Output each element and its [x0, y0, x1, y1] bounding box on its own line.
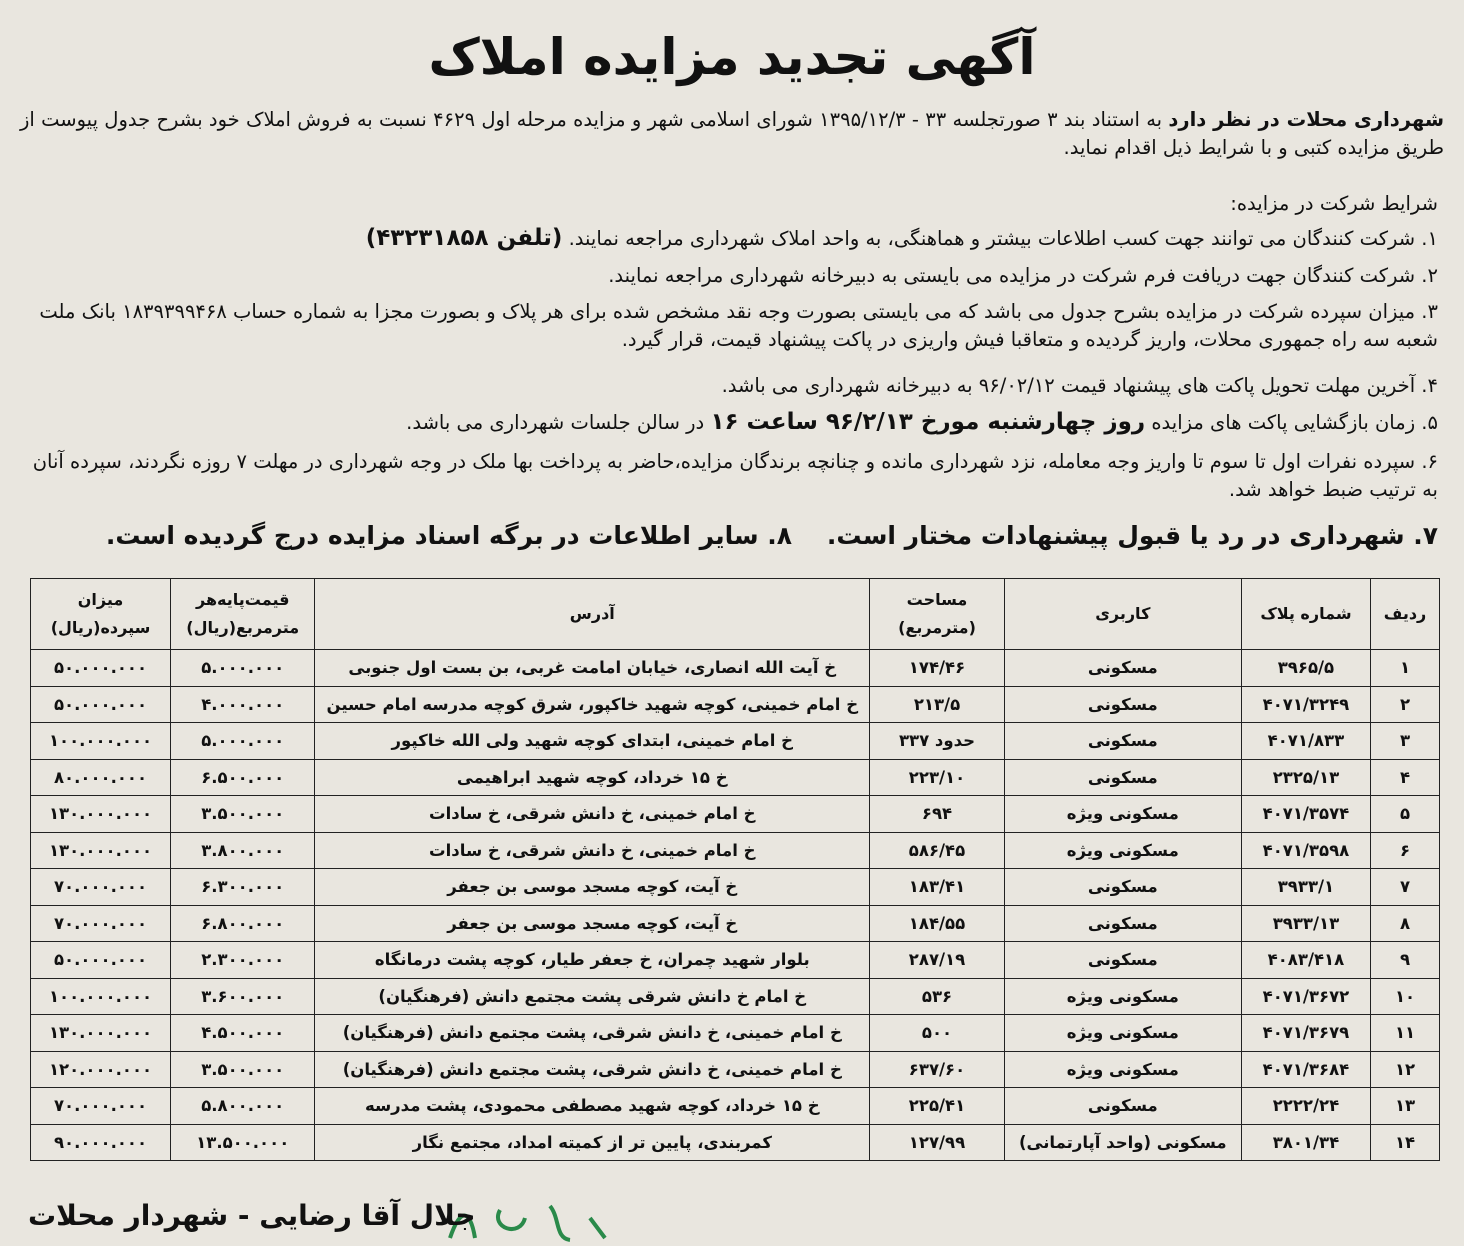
area-cell: ۱۸۳/۴۱: [870, 869, 1005, 906]
header-plate: شماره پلاک: [1241, 579, 1370, 650]
deposit-cell: ۵۰.۰۰۰.۰۰۰: [31, 686, 171, 723]
deposit-cell: ۱۰۰.۰۰۰.۰۰۰: [31, 978, 171, 1015]
header-deposit-line1: میزان: [77, 590, 124, 609]
row-number-cell: ۵: [1371, 796, 1440, 833]
address-cell: خ ۱۵ خرداد، کوچه شهید ابراهیمی: [315, 759, 870, 796]
plate-cell: ۳۹۳۳/۱: [1241, 869, 1370, 906]
area-cell: ۶۳۷/۶۰: [870, 1051, 1005, 1088]
row-number-cell: ۹: [1371, 942, 1440, 979]
area-cell: ۶۹۴: [870, 796, 1005, 833]
properties-table: [30, 578, 1440, 1161]
area-cell: ۵۳۶: [870, 978, 1005, 1015]
plate-cell: ۲۲۲۲/۲۴: [1241, 1088, 1370, 1125]
intro-lead: شهرداری محلات در نظر دارد: [1168, 108, 1444, 131]
intro-paragraph: [20, 106, 1444, 162]
row-number-cell: ۱۱: [1371, 1015, 1440, 1052]
use-cell: مسکونی: [1004, 942, 1241, 979]
area-cell: ۱۸۴/۵۵: [870, 905, 1005, 942]
plate-cell: ۳۹۶۵/۵: [1241, 650, 1370, 687]
price-cell: ۶.۵۰۰.۰۰۰: [171, 759, 315, 796]
deposit-cell: ۸۰.۰۰۰.۰۰۰: [31, 759, 171, 796]
condition-1: [18, 224, 1438, 253]
use-cell: مسکونی ویژه: [1004, 1051, 1241, 1088]
use-cell: مسکونی ویژه: [1004, 832, 1241, 869]
use-cell: مسکونی: [1004, 1088, 1241, 1125]
address-cell: خ امام خ دانش شرقی پشت مجتمع دانش (فرهنگیان): [315, 978, 870, 1015]
plate-cell: ۴۰۷۱/۳۶۷۲: [1241, 978, 1370, 1015]
table-row: [31, 723, 1440, 760]
area-cell: ۵۸۶/۴۵: [870, 832, 1005, 869]
price-cell: ۴.۵۰۰.۰۰۰: [171, 1015, 315, 1052]
table-row: [31, 869, 1440, 906]
deposit-cell: ۱۲۰.۰۰۰.۰۰۰: [31, 1051, 171, 1088]
plate-cell: ۲۳۲۵/۱۳: [1241, 759, 1370, 796]
area-cell: ۲۲۳/۱۰: [870, 759, 1005, 796]
area-cell: ۲۱۳/۵: [870, 686, 1005, 723]
row-number-cell: ۲: [1371, 686, 1440, 723]
plate-cell: ۳۸۰۱/۳۴: [1241, 1124, 1370, 1161]
use-cell: مسکونی: [1004, 869, 1241, 906]
use-cell: مسکونی (واحد آپارتمانی): [1004, 1124, 1241, 1161]
price-cell: ۶.۸۰۰.۰۰۰: [171, 905, 315, 942]
area-cell: ۲۸۷/۱۹: [870, 942, 1005, 979]
address-cell: خ امام خمینی، خ دانش شرقی، خ سادات: [315, 796, 870, 833]
deposit-cell: ۱۳۰.۰۰۰.۰۰۰: [31, 796, 171, 833]
price-cell: ۳.۸۰۰.۰۰۰: [171, 832, 315, 869]
price-cell: ۴.۰۰۰.۰۰۰: [171, 686, 315, 723]
intro-rest: به استناد بند ۳ صورتجلسه ۳۳ - ۱۳۹۵/۱۲/۳ شورای اسلامی شهر و مزایده مرحله اول ۴۶۲۹ نسبت به فروش املاک خود بشرح جدول پیوست از طریق مزایده کتبی و با شرایط ذیل اقدام نماید.: [20, 108, 1444, 159]
use-cell: مسکونی ویژه: [1004, 978, 1241, 1015]
plate-cell: ۴۰۷۱/۳۲۴۹: [1241, 686, 1370, 723]
plate-cell: ۴۰۷۱/۳۵۷۴: [1241, 796, 1370, 833]
row-number-cell: ۸: [1371, 905, 1440, 942]
row-number-cell: ۱۳: [1371, 1088, 1440, 1125]
table-row: [31, 832, 1440, 869]
condition-1-phone: (تلفن ۴۳۲۳۱۸۵۸): [365, 225, 563, 251]
condition-6: ۶. سپرده نفرات اول تا سوم تا واریز وجه معامله، نزد شهرداری مانده و چنانچه برندگان مزایده،حاضر به پرداخت بها ملک در وجه شهرداری در مهلت ۷ روزه نگردند، سپرده آنان به ترتیب ضبط خواهد شد.: [32, 450, 1438, 501]
row-number-cell: ۶: [1371, 832, 1440, 869]
address-cell: خ امام خمینی، خ دانش شرقی، پشت مجتمع دانش (فرهنگیان): [315, 1015, 870, 1052]
deposit-cell: ۹۰.۰۰۰.۰۰۰: [31, 1124, 171, 1161]
table-row: [31, 1124, 1440, 1161]
address-cell: خ امام خمینی، ابتدای کوچه شهید ولی الله خاکپور: [315, 723, 870, 760]
condition-5: [18, 408, 1438, 437]
use-cell: مسکونی: [1004, 723, 1241, 760]
deposit-cell: ۵۰.۰۰۰.۰۰۰: [31, 942, 171, 979]
table-row: [31, 1015, 1440, 1052]
use-cell: مسکونی ویژه: [1004, 1015, 1241, 1052]
table-row: [31, 686, 1440, 723]
deposit-cell: ۷۰.۰۰۰.۰۰۰: [31, 905, 171, 942]
header-price: [171, 579, 315, 650]
condition-4: ۴. آخرین مهلت تحویل پاکت های پیشنهاد قیمت ۹۶/۰۲/۱۲ به دبیرخانه شهرداری می باشد.: [721, 374, 1438, 397]
condition-7: ۷. شهرداری در رد یا قبول پیشنهادات مختار است.: [826, 521, 1438, 550]
use-cell: مسکونی: [1004, 650, 1241, 687]
row-number-cell: ۱۴: [1371, 1124, 1440, 1161]
header-row-number: ردیف: [1371, 579, 1440, 650]
header-area-line2: (مترمربع): [898, 618, 976, 637]
header-deposit: [31, 579, 171, 650]
table-row: [31, 942, 1440, 979]
table-row: [31, 650, 1440, 687]
address-cell: خ امام خمینی، خ دانش شرقی، خ سادات: [315, 832, 870, 869]
area-cell: حدود ۳۳۷: [870, 723, 1005, 760]
address-cell: خ امام خمینی، خ دانش شرقی، پشت مجتمع دانش (فرهنگیان): [315, 1051, 870, 1088]
plate-cell: ۴۰۷۱/۳۵۹۸: [1241, 832, 1370, 869]
table-row: [31, 1051, 1440, 1088]
address-cell: خ ۱۵ خرداد، کوچه شهید مصطفی محمودی، پشت مدرسه: [315, 1088, 870, 1125]
header-deposit-line2: سپرده(ریال): [50, 618, 151, 637]
condition-8: ۸. سایر اطلاعات در برگه اسناد مزایده درج گردیده است.: [105, 521, 793, 550]
deposit-cell: ۵۰.۰۰۰.۰۰۰: [31, 650, 171, 687]
condition-2: ۲. شرکت کنندگان جهت دریافت فرم شرکت در مزایده می بایستی به دبیرخانه شهرداری مراجعه نمایند.: [608, 264, 1438, 287]
area-cell: ۲۲۵/۴۱: [870, 1088, 1005, 1125]
header-price-line2: مترمربع(ریال): [186, 618, 300, 637]
row-number-cell: ۷: [1371, 869, 1440, 906]
plate-cell: ۴۰۷۱/۳۶۸۴: [1241, 1051, 1370, 1088]
price-cell: ۳.۵۰۰.۰۰۰: [171, 796, 315, 833]
deposit-cell: ۱۳۰.۰۰۰.۰۰۰: [31, 832, 171, 869]
table-row: [31, 1088, 1440, 1125]
header-price-line1: قیمت‌پایه‌هر: [196, 590, 290, 609]
header-address: آدرس: [315, 579, 870, 650]
plate-cell: ۴۰۸۳/۴۱۸: [1241, 942, 1370, 979]
price-cell: ۶.۳۰۰.۰۰۰: [171, 869, 315, 906]
header-area-line1: مساحت: [906, 590, 968, 609]
plate-cell: ۳۹۳۳/۱۳: [1241, 905, 1370, 942]
deposit-cell: ۱۰۰.۰۰۰.۰۰۰: [31, 723, 171, 760]
price-cell: ۳.۵۰۰.۰۰۰: [171, 1051, 315, 1088]
price-cell: ۵.۰۰۰.۰۰۰: [171, 723, 315, 760]
deposit-cell: ۱۳۰.۰۰۰.۰۰۰: [31, 1015, 171, 1052]
deposit-cell: ۷۰.۰۰۰.۰۰۰: [31, 1088, 171, 1125]
row-number-cell: ۴: [1371, 759, 1440, 796]
table-header-row: [31, 579, 1440, 650]
address-cell: خ امام خمینی، کوچه شهید خاکپور، شرق کوچه مدرسه امام حسین: [315, 686, 870, 723]
area-cell: ۱۲۷/۹۹: [870, 1124, 1005, 1161]
plate-cell: ۴۰۷۱/۳۶۷۹: [1241, 1015, 1370, 1052]
condition-5-text-a: ۵. زمان بازگشایی پاکت های مزایده: [1151, 411, 1438, 434]
condition-1-text: ۱. شرکت کنندگان می توانند جهت کسب اطلاعات بیشتر و هماهنگی، به واحد املاک شهرداری مراجعه نمایند.: [568, 227, 1438, 250]
conditions-7-8: [18, 520, 1438, 552]
price-cell: ۵.۰۰۰.۰۰۰: [171, 650, 315, 687]
condition-3: ۳. میزان سپرده شرکت در مزایده بشرح جدول می باشد که می بایستی بصورت وجه نقد مشخص شده برای هر پلاک و بصورت مجزا به شماره حساب ۱۸۳۹۳۹۹۴۶۸ بانک ملت شعبه سه راه جمهوری محلات، واریز گردیده و متعاقبا فیش واریزی در پاکت پیشنهاد قیمت، قرار گیرد.: [39, 300, 1438, 351]
notice-title: آگهی تجدید مزایده املاک: [428, 28, 1036, 86]
deposit-cell: ۷۰.۰۰۰.۰۰۰: [31, 869, 171, 906]
row-number-cell: ۱۰: [1371, 978, 1440, 1015]
use-cell: مسکونی: [1004, 686, 1241, 723]
table-body: [31, 650, 1440, 1161]
address-cell: خ آیت، کوچه مسجد موسی بن جعفر: [315, 905, 870, 942]
condition-5-text-c: در سالن جلسات شهرداری می باشد.: [406, 411, 705, 434]
address-cell: خ آیت، کوچه مسجد موسی بن جعفر: [315, 869, 870, 906]
price-cell: ۱۳.۵۰۰.۰۰۰: [171, 1124, 315, 1161]
row-number-cell: ۱۲: [1371, 1051, 1440, 1088]
table-row: [31, 796, 1440, 833]
address-cell: کمربندی، پایین تر از کمیته امداد، مجتمع نگار: [315, 1124, 870, 1161]
conditions-heading: شرایط شرکت در مزایده:: [1230, 192, 1438, 215]
row-number-cell: ۳: [1371, 723, 1440, 760]
area-cell: ۵۰۰: [870, 1015, 1005, 1052]
address-cell: بلوار شهید چمران، خ جعفر طیار، کوچه پشت درمانگاه: [315, 942, 870, 979]
price-cell: ۵.۸۰۰.۰۰۰: [171, 1088, 315, 1125]
address-cell: خ آیت الله انصاری، خیابان امامت غربی، بن بست اول جنوبی: [315, 650, 870, 687]
plate-cell: ۴۰۷۱/۸۳۳: [1241, 723, 1370, 760]
condition-5-date: روز چهارشنبه مورخ ۹۶/۲/۱۳ ساعت ۱۶: [710, 409, 1146, 435]
header-area: [870, 579, 1005, 650]
table-row: [31, 759, 1440, 796]
header-use: کاربری: [1004, 579, 1241, 650]
price-cell: ۳.۶۰۰.۰۰۰: [171, 978, 315, 1015]
use-cell: مسکونی: [1004, 905, 1241, 942]
table-row: [31, 905, 1440, 942]
use-cell: مسکونی: [1004, 759, 1241, 796]
signature: جلال آقا رضایی - شهردار محلات: [28, 1199, 476, 1232]
price-cell: ۲.۳۰۰.۰۰۰: [171, 942, 315, 979]
table-row: [31, 978, 1440, 1015]
row-number-cell: ۱: [1371, 650, 1440, 687]
use-cell: مسکونی ویژه: [1004, 796, 1241, 833]
area-cell: ۱۷۴/۴۶: [870, 650, 1005, 687]
